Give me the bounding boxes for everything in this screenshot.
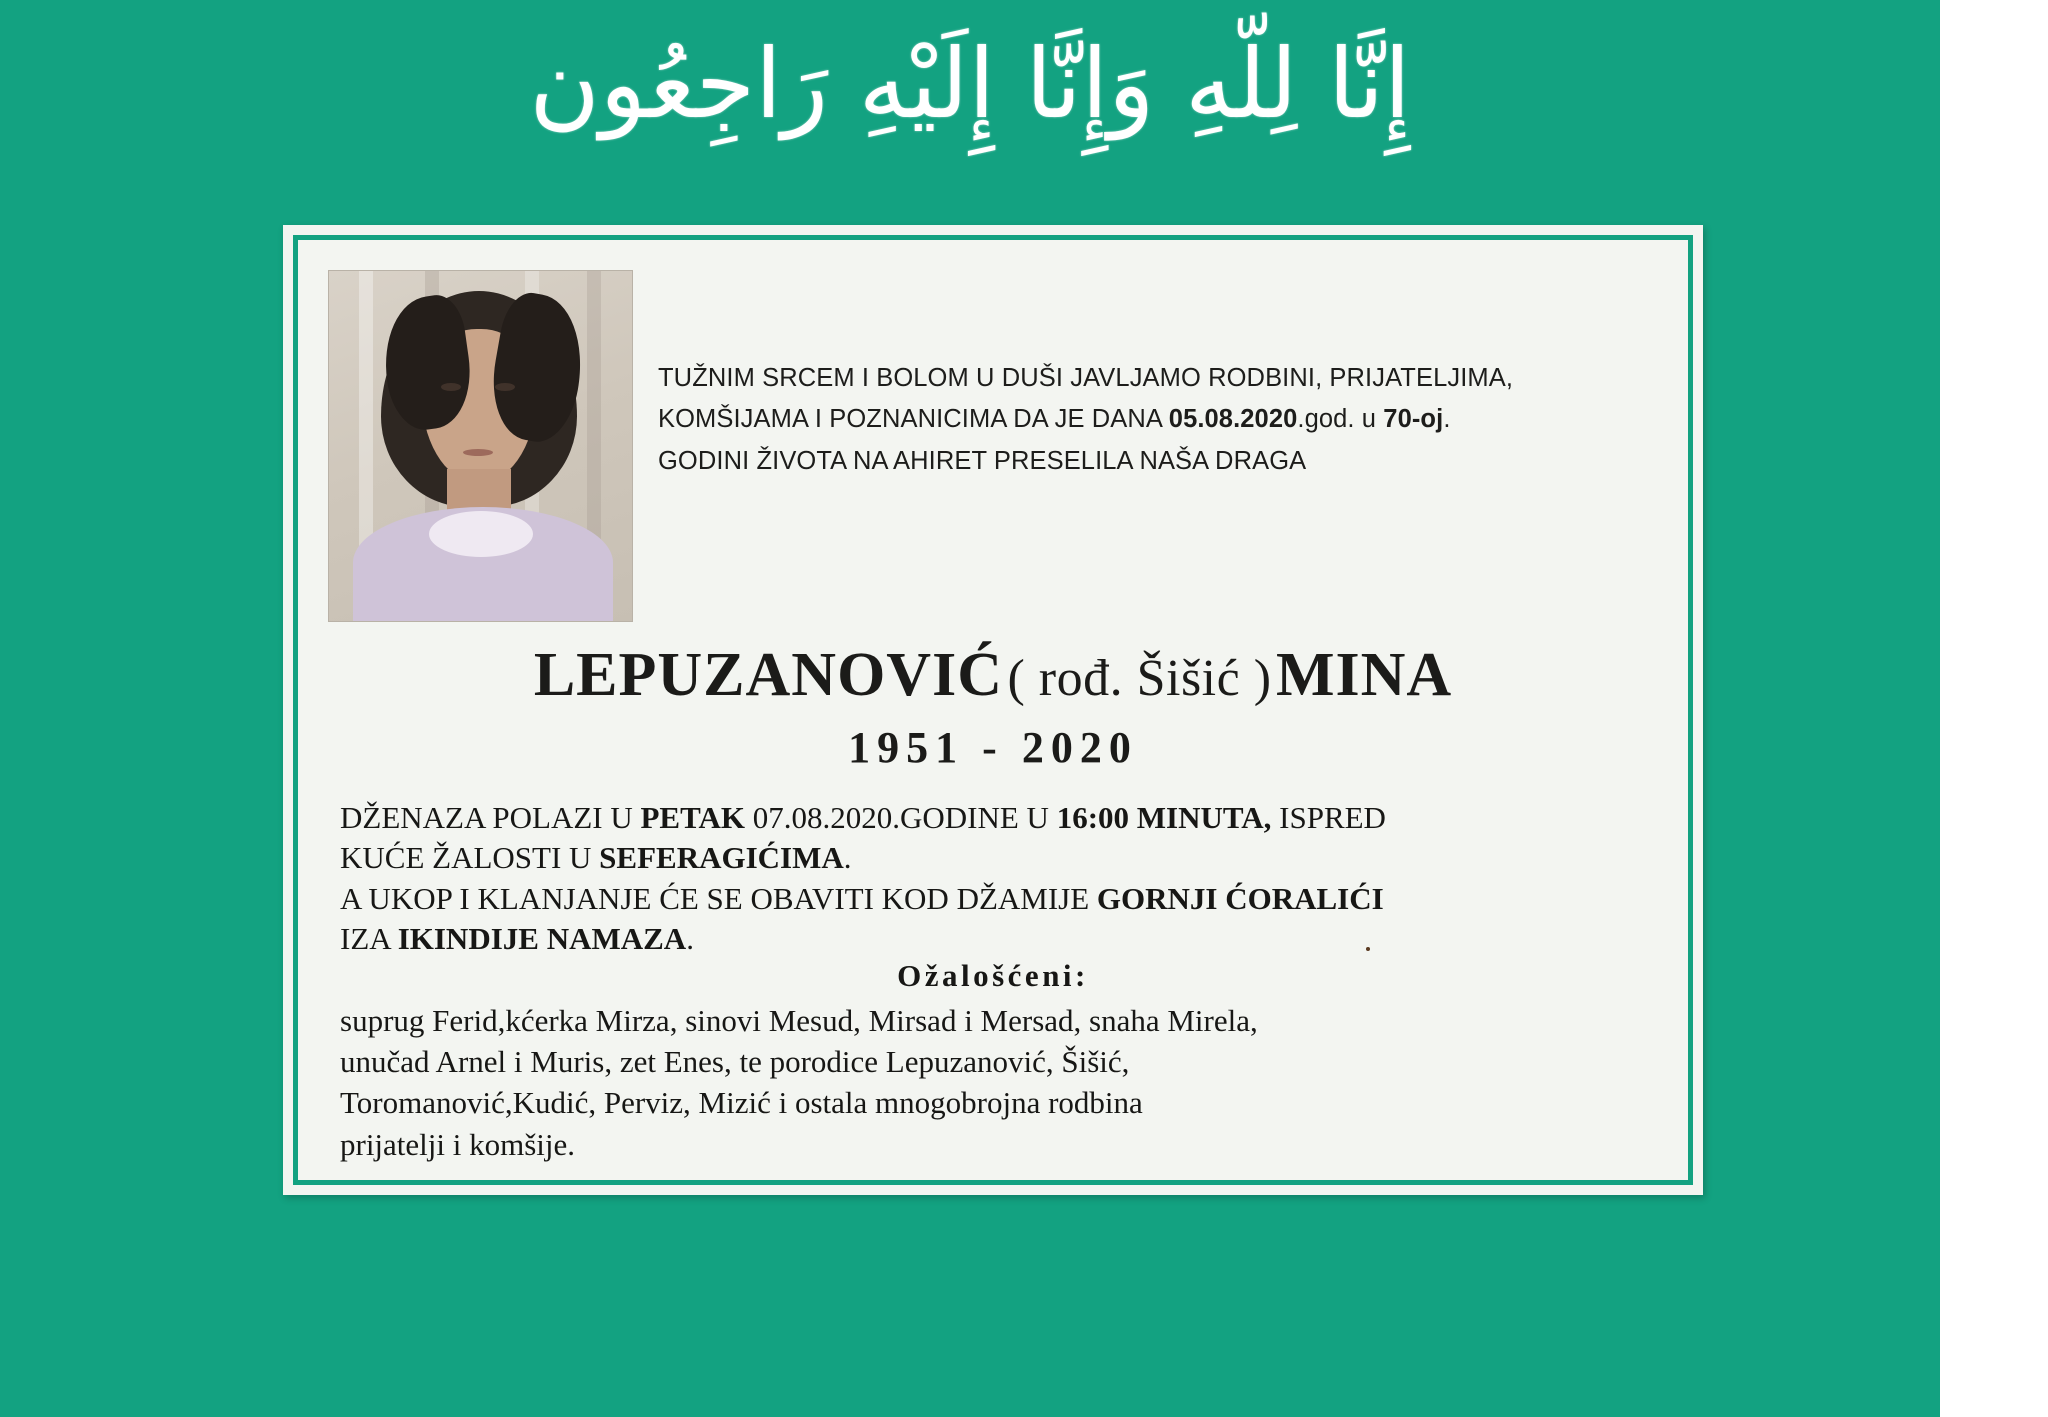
paper-speck	[1366, 947, 1370, 951]
eye-left-shape	[441, 383, 461, 391]
announcement-line-1: TUŽNIM SRCEM I BOLOM U DUŠI JAVLJAMO RODBINI, PRIJATELJIMA,	[658, 364, 1514, 392]
announcement-line-2-post: .	[1443, 405, 1451, 434]
deceased-name	[298, 640, 1688, 711]
detail-text: IZA	[340, 920, 398, 956]
mourners-line-2: unučad Arnel i Muris, zet Enes, te porodice Lepuzanović, Šišić,	[340, 1044, 1130, 1080]
announcement-line-2	[658, 399, 1658, 440]
paper-right-edge	[1940, 0, 2048, 1417]
detail-text: DŽENAZA POLAZI U	[340, 800, 641, 835]
portrait-photo	[328, 270, 633, 622]
funeral-detail-line-3	[340, 879, 1670, 919]
detail-text: .	[843, 840, 852, 876]
detail-text: 07.08.2020.GODINE U	[745, 800, 1057, 835]
detail-text: .	[686, 920, 694, 956]
mourners-line-3: Toromanović,Kudić, Perviz, Mizić i ostala mnogobrojna rodbina	[340, 1085, 1143, 1121]
funeral-detail-line-4	[340, 919, 1670, 959]
mourners-line-4: prijatelji i komšije.	[340, 1126, 576, 1162]
prayer-name: IKINDIJE NAMAZA	[397, 920, 687, 956]
arabic-calligraphy-icon: إِنَّا لِلّهِ وَإِنَّا إِلَيْهِ رَاجِعُون	[529, 28, 1411, 140]
collar-shape	[429, 511, 533, 557]
deceased-maiden-name: ( rođ. Šišić )	[1007, 650, 1272, 707]
funeral-details	[340, 798, 1670, 959]
mosque-name: GORNJI ĆORALIĆI	[1096, 880, 1384, 916]
mourners-heading: Ožalošćeni:	[897, 958, 1089, 993]
obituary-card	[283, 225, 1703, 1195]
funeral-time: 16:00 MINUTA,	[1056, 800, 1272, 835]
card-green-border	[293, 235, 1693, 1185]
detail-text: KUĆE ŽALOSTI U	[340, 840, 600, 876]
mourners-list	[340, 1000, 1670, 1165]
mourners-line-1: suprug Ferid,kćerka Mirza, sinovi Mesud, Mirsad i Mersad, snaha Mirela,	[340, 1003, 1258, 1038]
funeral-detail-line-2	[340, 838, 1670, 878]
announcement-line-2-mid: .god. u	[1297, 405, 1384, 434]
announcement-paragraph	[658, 358, 1658, 482]
death-date: 05.08.2020	[1168, 405, 1298, 434]
eye-right-shape	[495, 383, 515, 391]
announcement-line-3: GODINI ŽIVOTA NA AHIRET PRESELILA NAŠA DRAGA	[658, 446, 1307, 475]
deceased-surname: LEPUZANOVIĆ	[533, 641, 1003, 709]
deceased-given-name: MINA	[1275, 641, 1453, 709]
funeral-day: PETAK	[640, 800, 745, 835]
announcement-line-2-pre: KOMŠIJAMA I POZNANICIMA DA JE DANA	[658, 405, 1169, 434]
mourning-house-place: SEFERAGIĆIMA	[599, 840, 844, 876]
funeral-detail-line-1	[340, 798, 1670, 838]
card-content	[298, 240, 1688, 1180]
detail-text: A UKOP I KLANJANJE ĆE SE OBAVITI KOD DŽAMIJE	[340, 880, 1097, 916]
life-years: 1951 - 2020	[848, 723, 1138, 772]
detail-text: ISPRED	[1271, 800, 1386, 835]
age-value: 70-oj	[1383, 405, 1444, 434]
mouth-shape	[463, 449, 493, 456]
